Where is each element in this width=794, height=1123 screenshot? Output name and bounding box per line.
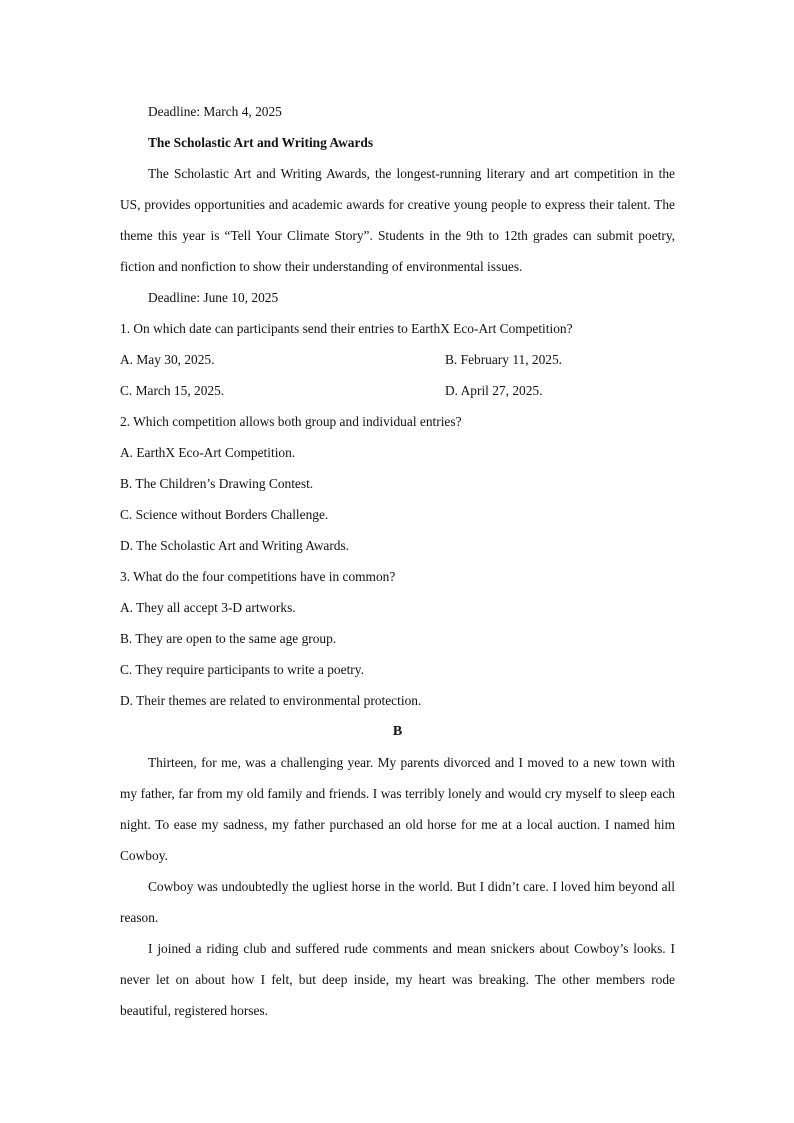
question-1-options-row-1 (120, 344, 675, 375)
question-2-option-b: B. The Children’s Drawing Contest. (120, 476, 314, 491)
question-2-option-c: C. Science without Borders Challenge. (120, 507, 329, 522)
section-b-paragraph-1: Thirteen, for me, was a challenging year. My parents divorced and I moved to a new town with my father, far from my old family and friends. I was terribly lonely and would cry myself to sleep each night. To ease my sadness, my father purchased an old horse for me at a local auction. I named him Cowboy. (120, 755, 675, 863)
question-3-option-c: C. They require participants to write a poetry. (120, 662, 364, 677)
section-b-paragraph-2: Cowboy was undoubtedly the ugliest horse in the world. But I didn’t care. I loved him beyond all reason. (120, 879, 675, 925)
question-2-option-d: D. The Scholastic Art and Writing Awards. (120, 538, 350, 553)
question-3-option-a: A. They all accept 3-D artworks. (120, 600, 296, 615)
question-1-option-a: A. May 30, 2025. (120, 352, 215, 367)
question-1-options-row-2 (120, 375, 675, 406)
deadline-june: Deadline: June 10, 2025 (148, 290, 279, 305)
document-page (120, 96, 675, 1026)
question-3-stem: 3. What do the four competitions have in common? (120, 569, 396, 584)
competition-title: The Scholastic Art and Writing Awards (148, 135, 374, 150)
deadline-march: Deadline: March 4, 2025 (148, 104, 282, 119)
competition-description: The Scholastic Art and Writing Awards, the longest-running literary and art competition in the US, provides opportunities and academic awards for creative young people to express their talent. The theme this year is “Tell Your Climate Story”. Students in the 9th to 12th grades can submit poetry, fiction and nonfiction to show their understanding of environmental issues. (120, 166, 675, 274)
question-2-option-a: A. EarthX Eco-Art Competition. (120, 445, 296, 460)
section-b-paragraph-3: I joined a riding club and suffered rude comments and mean snickers about Cowboy’s looks. I never let on about how I felt, but deep inside, my heart was breaking. The other members rode beautiful, registered horses. (120, 941, 675, 1018)
question-1-option-d: D. April 27, 2025. (445, 383, 543, 398)
question-1-option-c: C. March 15, 2025. (120, 383, 225, 398)
section-b-heading: B (392, 724, 403, 739)
question-3-option-d: D. Their themes are related to environmental protection. (120, 693, 422, 708)
question-3-option-b: B. They are open to the same age group. (120, 631, 337, 646)
question-2-stem: 2. Which competition allows both group and individual entries? (120, 414, 462, 429)
question-1-stem: 1. On which date can participants send their entries to EarthX Eco-Art Competition? (120, 321, 573, 336)
question-1-option-b: B. February 11, 2025. (445, 352, 563, 367)
